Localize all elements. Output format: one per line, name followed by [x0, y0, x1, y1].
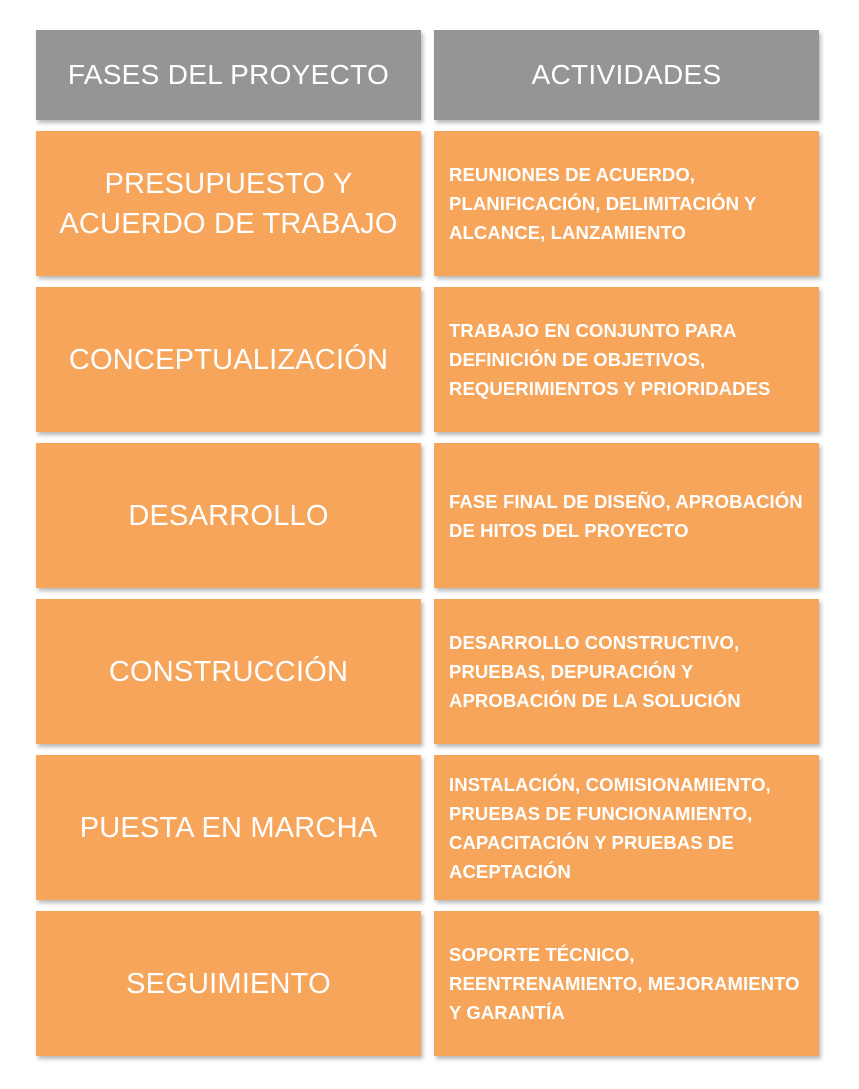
activity-label: TRABAJO EN CONJUNTO PARA DEFINICIÓN DE OBJETIVOS, REQUERIMIENTOS Y PRIORIDADES [449, 320, 771, 399]
phase-label: CONSTRUCCIÓN [108, 655, 349, 688]
activities-header-label: ACTIVIDADES [531, 59, 722, 90]
phases-header-label: FASES DEL PROYECTO [67, 59, 390, 90]
activities-column-header [434, 30, 819, 120]
phase-label: PRESUPUESTO Y ACUERDO DE TRABAJO [59, 167, 398, 240]
activity-label: SOPORTE TÉCNICO, REENTRENAMIENTO, MEJORAMIENTO Y GARANTÍA [449, 944, 800, 1023]
activity-cell-conceptualizacion [434, 287, 819, 432]
phase-cell-puesta-en-marcha [36, 755, 421, 900]
activity-cell-puesta-en-marcha [434, 755, 819, 900]
phase-cell-construccion [36, 599, 421, 744]
activity-cell-construccion [434, 599, 819, 744]
phase-cell-desarrollo [36, 443, 421, 588]
phase-cell-conceptualizacion [36, 287, 421, 432]
activity-label: DESARROLLO CONSTRUCTIVO, PRUEBAS, DEPURACIÓN Y APROBACIÓN DE LA SOLUCIÓN [449, 632, 741, 711]
activity-label: REUNIONES DE ACUERDO, PLANIFICACIÓN, DELIMITACIÓN Y ALCANCE, LANZAMIENTO [449, 164, 757, 243]
activity-label: FASE FINAL DE DISEÑO, APROBACIÓN DE HITOS DEL PROYECTO [449, 490, 803, 541]
phases-column-header [36, 30, 421, 120]
phase-label: CONCEPTUALIZACIÓN [68, 343, 389, 376]
activity-cell-seguimiento [434, 911, 819, 1056]
activity-cell-presupuesto [434, 131, 819, 276]
phase-label: DESARROLLO [128, 499, 329, 532]
phase-cell-presupuesto [36, 131, 421, 276]
phase-cell-seguimiento [36, 911, 421, 1056]
activity-label: INSTALACIÓN, COMISIONAMIENTO, PRUEBAS DE FUNCIONAMIENTO, CAPACITACIÓN Y PRUEBAS DE ACEPTACIÓN [449, 773, 771, 882]
activity-cell-desarrollo [434, 443, 819, 588]
phase-label: PUESTA EN MARCHA [79, 811, 378, 844]
phase-label: SEGUIMIENTO [126, 967, 331, 1000]
